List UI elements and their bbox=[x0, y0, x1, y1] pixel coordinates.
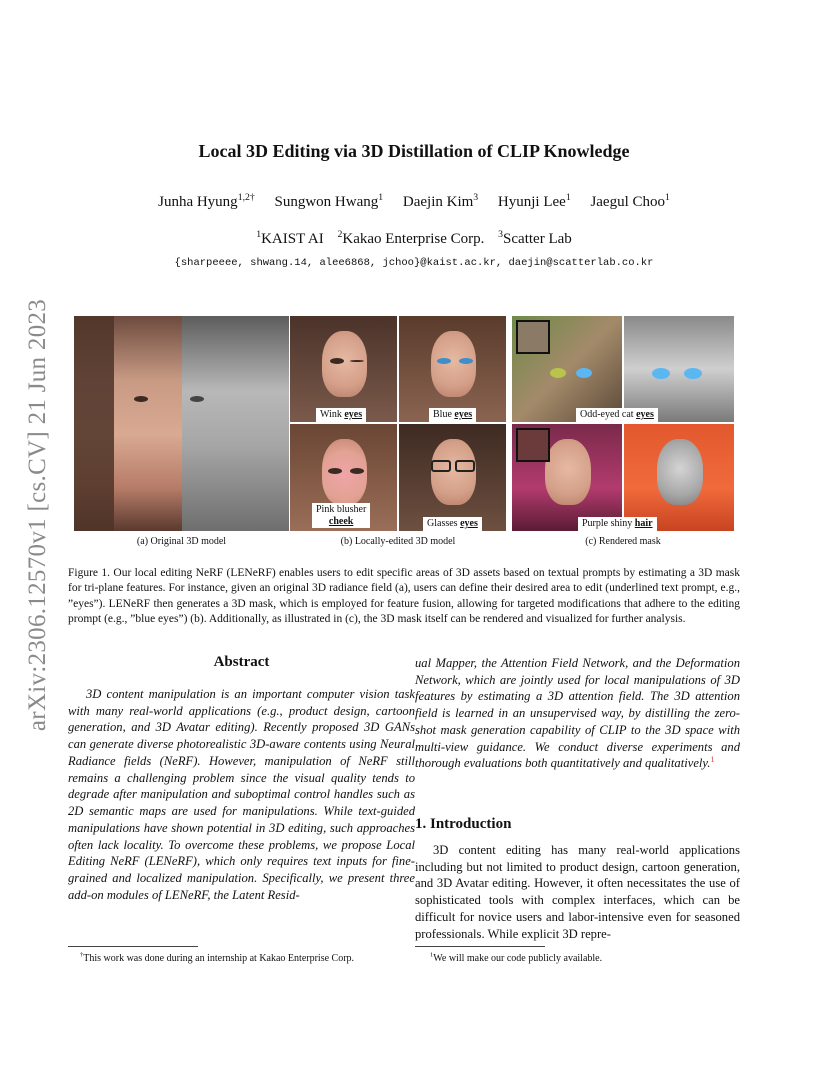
wink-eyes-image bbox=[290, 316, 397, 422]
original-3d-model-image bbox=[74, 316, 289, 531]
cat-mask-image bbox=[624, 316, 734, 422]
blue-eyes-image bbox=[399, 316, 506, 422]
purple-shiny-hair-label: Purple shiny hair bbox=[578, 517, 657, 531]
rendered-mask-grid bbox=[512, 316, 734, 531]
blue-eyes-label: Blue eyes bbox=[429, 408, 476, 422]
subcaption-b: (b) Locally-edited 3D model bbox=[340, 536, 456, 547]
footnote-divider bbox=[415, 946, 545, 947]
subcaption-c: (c) Rendered mask bbox=[585, 536, 661, 547]
face-source-inset bbox=[516, 428, 550, 462]
figure-caption: Figure 1. Our local editing NeRF (LENeRF) enables users to edit specific areas of 3D assets based on textual prompts by estimating a 3D mask for tri-plane features. For instance, given an original 3D radiance field (a), users can define their desired area to edit (underlined text prompt, e.g., ”eyes”). LENeRF then generates a 3D mask, which is employed for feature fusion, allowing for targeted modifications that adhere to the editing prompt (e.g., ”blue eyes”) (b). Additionally, as illustrated in (c), the 3D mask itself can be rendered and visualized for further analysis. bbox=[68, 567, 740, 625]
paper-title: Local 3D Editing via 3D Distillation of CLIP Knowledge bbox=[198, 141, 630, 161]
author-list bbox=[0, 194, 828, 211]
cat-source-inset bbox=[516, 320, 550, 354]
footnote-ref[interactable]: 1 bbox=[710, 755, 715, 765]
section-heading-introduction: 1. Introduction bbox=[415, 816, 512, 832]
hair-mask-image bbox=[624, 424, 734, 531]
cat-color-image bbox=[512, 316, 622, 422]
wink-eyes-label: Wink eyes bbox=[316, 408, 366, 422]
abstract-text-right: ual Mapper, the Attention Field Network, and the Deformation Network, which are jointly used for local manipulations of 3D features by estimating a 3D attention field. The 3D attention field is learned in an unsupervised way, by distilling the zero-shot mask generation capability of CLIP to the 3D space with multi-view guidance. We conduct diverse experiments and thorough evaluations both quantitatively and qualitatively.$^1$ bbox=[415, 656, 740, 771]
author: Hyunji Lee$^1$ bbox=[497, 192, 571, 210]
figure-1 bbox=[74, 316, 734, 551]
abstract-heading: Abstract bbox=[213, 654, 270, 670]
footnote-left: †This work was done during an internship at Kakao Enterprise Corp. bbox=[80, 951, 355, 964]
introduction-text: 3D content editing has many real-world applications including but not limited to product design, cartoon generation, and 3D Avatar editing. However, it often necessitates the use of sophisticated tools with complex interfaces, which can be difficult for novice users and labor-intensive even for seasoned professionals. While explicit 3D repre- bbox=[415, 843, 740, 941]
affiliation: $^1$KAIST AI bbox=[256, 229, 324, 247]
arxiv-stamp: arXiv:2306.12570v1 [cs.CV] 21 Jun 2023 bbox=[24, 298, 51, 732]
pink-blusher-label: Pink blusher cheek bbox=[312, 503, 370, 528]
pink-blusher-image bbox=[290, 424, 397, 531]
affiliations bbox=[0, 231, 828, 248]
author: Daejin Kim$^3$ bbox=[402, 192, 479, 210]
footnote-right: $^1$We will make our code publicly available. bbox=[430, 951, 603, 964]
author: Junha Hyung$^{1,2\dagger}$ bbox=[158, 192, 255, 210]
odd-eyed-cat-label: Odd-eyed cat eyes bbox=[576, 408, 658, 422]
glasses-eyes-image bbox=[399, 424, 506, 531]
footnote-divider bbox=[68, 946, 198, 947]
affiliation: $^3$Scatter Lab bbox=[498, 229, 572, 247]
purple-hair-image bbox=[512, 424, 622, 531]
glasses-eyes-label: Glasses eyes bbox=[423, 517, 482, 531]
author: Sungwon Hwang$^1$ bbox=[274, 192, 384, 210]
affiliation: $^2$Kakao Enterprise Corp. bbox=[337, 229, 485, 247]
author-emails: {sharpeeee, shwang.14, alee6868, jchoo}@kaist.ac.kr, daejin@scatterlab.co.kr bbox=[174, 257, 654, 269]
abstract-text-left: 3D content manipulation is an important computer vision task with many real-world applications (e.g., product design, cartoon generation, and 3D Avatar editing). Recently proposed 3D GANs can generate diverse photorealistic 3D-aware contents using Neural Radiance fields (NeRF). However, manipulation of NeRF still remains a challenging problem since the visual quality tends to degrade after manipulation and suboptimal control handles such as 2D semantic maps are used for manipulations. While text-guided manipulations have shown potential in 3D editing, such approaches often lack locality. To overcome these problems, we propose Local Editing NeRF (LENeRF), which only requires text inputs for fine-grained and localized manipulation. Specifically, we present three add-on modules of LENeRF, the Latent Resid- bbox=[68, 687, 415, 902]
subcaption-a: (a) Original 3D model bbox=[136, 536, 227, 547]
author: Jaegul Choo$^1$ bbox=[590, 192, 670, 210]
edited-models-grid bbox=[290, 316, 506, 531]
